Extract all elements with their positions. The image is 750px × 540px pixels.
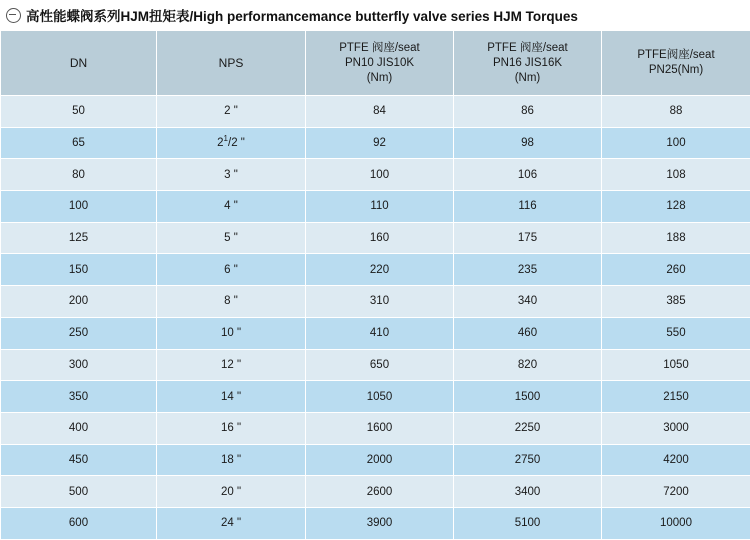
table-row <box>1 159 750 191</box>
cell-nps: 24 " <box>157 507 306 539</box>
cell-dn: 350 <box>1 381 157 413</box>
cell-pn25: 108 <box>602 159 750 191</box>
cell-pn16: 175 <box>454 222 602 254</box>
table-row <box>1 96 750 128</box>
cell-pn16: 3400 <box>454 476 602 508</box>
cell-pn16: 2750 <box>454 444 602 476</box>
cell-nps: 12 " <box>157 349 306 381</box>
cell-dn: 300 <box>1 349 157 381</box>
cell-nps: 10 " <box>157 317 306 349</box>
cell-nps-fraction: $2^1/2$ " <box>217 137 245 149</box>
table-row <box>1 444 750 476</box>
cell-nps: 16 " <box>157 412 306 444</box>
column-header-pn16 <box>454 31 602 96</box>
cell-pn16: 340 <box>454 286 602 318</box>
cell-pn25: 128 <box>602 191 750 223</box>
page-title <box>0 0 750 30</box>
column-header-pn25 <box>602 31 750 96</box>
cell-nps: 20 " <box>157 476 306 508</box>
table-header-row <box>1 31 750 96</box>
circle-minus-icon <box>6 8 21 23</box>
cell-nps-denominator: 2 <box>231 137 237 149</box>
cell-pn10: 220 <box>306 254 454 286</box>
cell-pn25: 7200 <box>602 476 750 508</box>
column-header-pn25-line2: PN25(Nm) <box>603 63 749 78</box>
cell-nps: 6 " <box>157 254 306 286</box>
cell-nps: 14 " <box>157 381 306 413</box>
cell-nps: 3 " <box>157 159 306 191</box>
cell-dn: 80 <box>1 159 157 191</box>
cell-nps <box>157 127 306 159</box>
cell-pn25: 2150 <box>602 381 750 413</box>
table-row <box>1 127 750 159</box>
cell-pn16: 235 <box>454 254 602 286</box>
column-header-pn16-line1: PTFE 阀座/seat <box>455 41 600 56</box>
page-title-text: 高性能蝶阀系列HJM扭矩表/High performancemance butterfly valve series HJM Torques <box>26 5 578 25</box>
cell-nps: 18 " <box>157 444 306 476</box>
table-row <box>1 412 750 444</box>
column-header-pn10 <box>306 31 454 96</box>
cell-pn25: 4200 <box>602 444 750 476</box>
cell-dn: 600 <box>1 507 157 539</box>
torque-table <box>0 30 750 540</box>
table-row <box>1 286 750 318</box>
cell-dn: 125 <box>1 222 157 254</box>
cell-pn10: 2000 <box>306 444 454 476</box>
cell-pn25: 385 <box>602 286 750 318</box>
table-row <box>1 381 750 413</box>
table-row <box>1 476 750 508</box>
cell-pn16: 5100 <box>454 507 602 539</box>
table-body <box>1 96 750 540</box>
table-row <box>1 349 750 381</box>
table-row <box>1 507 750 539</box>
cell-dn: 400 <box>1 412 157 444</box>
cell-dn: 450 <box>1 444 157 476</box>
cell-pn16: 820 <box>454 349 602 381</box>
column-header-pn10-line3: (Nm) <box>307 71 452 86</box>
cell-dn: 100 <box>1 191 157 223</box>
column-header-pn16-line3: (Nm) <box>455 71 600 86</box>
column-header-nps: NPS <box>157 31 306 96</box>
cell-pn25: 550 <box>602 317 750 349</box>
cell-pn16: 98 <box>454 127 602 159</box>
cell-pn25: 260 <box>602 254 750 286</box>
cell-dn: 150 <box>1 254 157 286</box>
cell-pn25: 3000 <box>602 412 750 444</box>
column-header-pn16-line2: PN16 JIS16K <box>455 56 600 71</box>
cell-pn25: 100 <box>602 127 750 159</box>
cell-pn10: 84 <box>306 96 454 128</box>
cell-pn25: 1050 <box>602 349 750 381</box>
cell-pn16: 86 <box>454 96 602 128</box>
table-row <box>1 191 750 223</box>
cell-pn10: 650 <box>306 349 454 381</box>
cell-pn16: 106 <box>454 159 602 191</box>
cell-dn: 50 <box>1 96 157 128</box>
cell-pn10: 92 <box>306 127 454 159</box>
cell-pn16: 116 <box>454 191 602 223</box>
cell-dn: 200 <box>1 286 157 318</box>
cell-pn16: 1500 <box>454 381 602 413</box>
cell-pn10: 310 <box>306 286 454 318</box>
table-row <box>1 317 750 349</box>
cell-pn10: 110 <box>306 191 454 223</box>
cell-pn16: 2250 <box>454 412 602 444</box>
table-row <box>1 254 750 286</box>
cell-pn10: 1600 <box>306 412 454 444</box>
cell-dn: 250 <box>1 317 157 349</box>
cell-pn25: 188 <box>602 222 750 254</box>
cell-nps: 4 " <box>157 191 306 223</box>
cell-nps: 5 " <box>157 222 306 254</box>
cell-nps-whole: 2 <box>217 137 223 149</box>
cell-dn: 500 <box>1 476 157 508</box>
column-header-pn25-line1: PTFE阀座/seat <box>603 48 749 63</box>
cell-pn16: 460 <box>454 317 602 349</box>
table-header <box>1 31 750 96</box>
cell-pn25: 88 <box>602 96 750 128</box>
cell-pn10: 100 <box>306 159 454 191</box>
column-header-pn10-line1: PTFE 阀座/seat <box>307 41 452 56</box>
column-header-dn: DN <box>1 31 157 96</box>
table-row <box>1 222 750 254</box>
cell-nps-numerator: 1 <box>224 134 228 143</box>
cell-dn: 65 <box>1 127 157 159</box>
cell-nps: 8 " <box>157 286 306 318</box>
cell-nps: 2 " <box>157 96 306 128</box>
cell-pn10: 160 <box>306 222 454 254</box>
cell-pn10: 2600 <box>306 476 454 508</box>
column-header-pn10-line2: PN10 JIS10K <box>307 56 452 71</box>
cell-pn25: 10000 <box>602 507 750 539</box>
cell-pn10: 410 <box>306 317 454 349</box>
cell-pn10: 1050 <box>306 381 454 413</box>
cell-pn10: 3900 <box>306 507 454 539</box>
